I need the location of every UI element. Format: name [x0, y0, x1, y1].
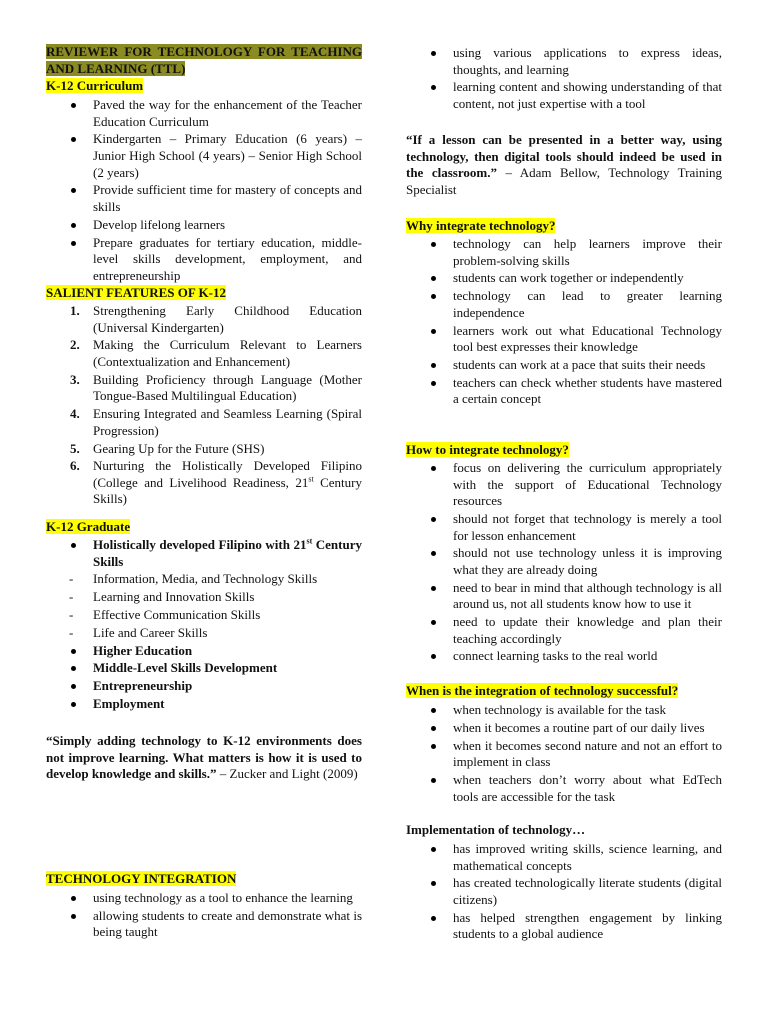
- list-number: 2.: [70, 337, 80, 353]
- technology-integration-list-continued: [406, 45, 722, 114]
- list-item: Provide sufficient time for mastery of concepts and skills: [46, 182, 362, 215]
- list-item: allowing students to create and demonstrate what is being taught: [46, 908, 362, 941]
- how-integrate-heading-text: How to integrate technology?: [406, 442, 569, 457]
- list-item: should not use technology unless it is improving what they are already doing: [406, 545, 722, 578]
- list-item: Entrepreneurship: [46, 678, 362, 695]
- list-item: students can work together or independently: [406, 270, 722, 287]
- list-item: technology can help learners improve their problem-solving skills: [406, 236, 722, 269]
- when-successful-heading: [406, 683, 722, 700]
- list-item: [46, 458, 362, 508]
- list-item: [46, 372, 362, 405]
- list-number: 4.: [70, 406, 80, 422]
- list-item: when it becomes second nature and not an effort to implement in class: [406, 738, 722, 771]
- list-item: - Life and Career Skills: [46, 625, 362, 642]
- quote-attribution: – Zucker and Light (2009): [216, 766, 358, 782]
- list-item: - Information, Media, and Technology Skills: [46, 571, 362, 588]
- list-item: [46, 441, 362, 458]
- k12-graduate-list: [46, 537, 362, 714]
- list-item: - Learning and Innovation Skills: [46, 589, 362, 606]
- why-integrate-list: [406, 236, 722, 409]
- list-item: when teachers don’t worry about what EdTech tools are accessible for the task: [406, 772, 722, 805]
- superscript: st: [306, 536, 313, 546]
- list-item: has helped strengthen engagement by linking students to a global audience: [406, 910, 722, 943]
- list-item: [46, 406, 362, 439]
- list-number: 3.: [70, 371, 80, 387]
- when-successful-heading-text: When is the integration of technology successful?: [406, 683, 679, 698]
- list-number: 6.: [70, 458, 80, 474]
- list-item: technology can lead to greater learning independence: [406, 288, 722, 321]
- list-text: Strengthening Early Childhood Education (Universal Kindergarten): [93, 303, 362, 335]
- k12-graduate-heading: [46, 519, 362, 536]
- salient-features-heading: [46, 285, 362, 302]
- quote-attribution: – Adam Bellow, Technology Training Specialist: [406, 165, 722, 197]
- list-item: learning content and showing understanding of that content, not just expertise with a tool: [406, 79, 722, 112]
- list-item: Middle-Level Skills Development: [46, 660, 362, 677]
- list-text: Century Skills): [93, 474, 362, 507]
- list-item: need to bear in mind that although technology is all around us, not all students know how to use it: [406, 580, 722, 613]
- why-integrate-heading-text: Why integrate technology?: [406, 218, 556, 233]
- quote-zucker-light: [46, 733, 362, 783]
- salient-features-list: [46, 303, 362, 509]
- list-item: Paved the way for the enhancement of the Teacher Education Curriculum: [46, 97, 362, 130]
- list-text: Holistically developed Filipino with 21: [93, 537, 307, 552]
- list-text: Ensuring Integrated and Seamless Learning (Spiral Progression): [93, 406, 362, 438]
- quote-text: “Simply adding technology to K-12 environments does not improve learning. What matters is how it is used to develop knowledge and skills.”: [46, 733, 362, 782]
- list-item: Develop lifelong learners: [46, 217, 362, 234]
- quote-adam-bellow: [406, 132, 722, 198]
- list-item: connect learning tasks to the real world: [406, 648, 722, 665]
- document-title: [46, 44, 362, 77]
- list-number: 1.: [70, 303, 80, 318]
- list-item: when technology is available for the task: [406, 702, 722, 719]
- superscript: st: [308, 474, 314, 484]
- list-item: Employment: [46, 696, 362, 713]
- list-text: Century Skills: [93, 537, 362, 569]
- list-item: learners work out what Educational Technology tool best expresses their knowledge: [406, 323, 722, 356]
- technology-integration-heading-text: TECHNOLOGY INTEGRATION: [46, 871, 237, 886]
- list-item: Higher Education: [46, 643, 362, 660]
- list-text: Making the Curriculum Relevant to Learners (Contextualization and Enhancement): [93, 337, 362, 369]
- quote-text: “If a lesson can be presented in a better way, using technology, then digital tools should indeed be used in the classroom.”: [406, 132, 722, 181]
- list-number: 5.: [70, 440, 80, 456]
- how-integrate-heading: [406, 442, 722, 459]
- k12-curriculum-list: [46, 97, 362, 285]
- implementation-heading: Implementation of technology…: [406, 822, 586, 837]
- list-item: has improved writing skills, science learning, and mathematical concepts: [406, 841, 722, 874]
- list-item: [46, 537, 362, 570]
- k12-graduate-heading-text: K-12 Graduate: [46, 519, 131, 534]
- list-item: - Effective Communication Skills: [46, 607, 362, 624]
- list-item: students can work at a pace that suits their needs: [406, 357, 722, 374]
- list-item: need to update their knowledge and plan their teaching accordingly: [406, 614, 722, 647]
- list-text: Building Proficiency through Language (Mother Tongue-Based Multilingual Education): [93, 371, 362, 404]
- k12-curriculum-heading-text: K-12 Curriculum: [46, 78, 144, 93]
- list-item: [46, 337, 362, 370]
- when-successful-list: [406, 702, 722, 806]
- list-item: Prepare graduates for tertiary education, middle-level skills development, employment, and entrepreneurship: [46, 235, 362, 285]
- list-text: Nurturing the Holistically Developed Filipino (College and Livelihood Readiness, 21: [93, 458, 362, 490]
- list-text: Gearing Up for the Future (SHS): [93, 440, 265, 456]
- list-item: focus on delivering the curriculum appropriately with the support of Educational Technology resources: [406, 460, 722, 510]
- list-item: [46, 303, 362, 336]
- salient-features-heading-text: SALIENT FEATURES OF K-12: [46, 285, 226, 300]
- document-title-text: REVIEWER FOR TECHNOLOGY FOR TEACHING AND LEARNING (TTL): [46, 44, 362, 76]
- list-item: using various applications to express ideas, thoughts, and learning: [406, 45, 722, 78]
- list-item: has created technologically literate students (digital citizens): [406, 875, 722, 908]
- how-integrate-list: [406, 460, 722, 666]
- list-item: using technology as a tool to enhance the learning: [46, 890, 362, 907]
- list-item: teachers can check whether students have mastered a certain concept: [406, 375, 722, 408]
- list-item: should not forget that technology is merely a tool for lesson enhancement: [406, 511, 722, 544]
- technology-integration-heading: [46, 871, 362, 888]
- why-integrate-heading: [406, 218, 722, 235]
- k12-curriculum-heading: [46, 78, 362, 95]
- technology-integration-list: [46, 890, 362, 942]
- list-item: when it becomes a routine part of our daily lives: [406, 720, 722, 737]
- list-item: Kindergarten – Primary Education (6 years) – Junior High School (4 years) – Senior High School (2 years): [46, 131, 362, 181]
- implementation-list: [406, 841, 722, 944]
